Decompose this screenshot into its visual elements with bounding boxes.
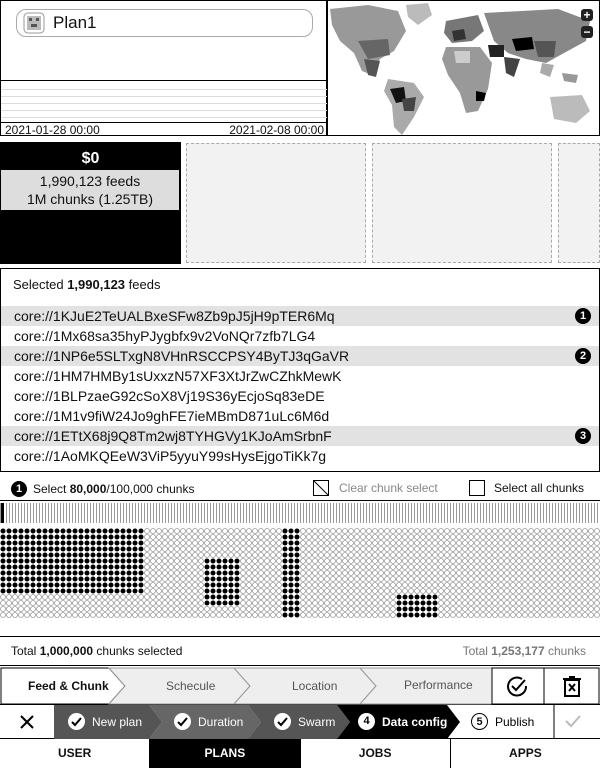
end-date: 2021-02-08 00:00 bbox=[229, 123, 324, 137]
chunk-step-badge: 1 bbox=[11, 481, 27, 497]
cost-summary bbox=[1, 170, 179, 210]
feed-row[interactable] bbox=[1, 446, 599, 466]
feed-row[interactable] bbox=[1, 406, 599, 426]
feeds-count: 1,990,123 feeds bbox=[39, 173, 141, 189]
start-date: 2021-01-28 00:00 bbox=[5, 123, 100, 137]
feed-key: core://1NP6e5SLTxgN8VHnRSCCPSY4ByTJ3qGaVR bbox=[14, 348, 350, 364]
chunk-totals bbox=[0, 636, 600, 666]
clear-select-icon bbox=[313, 480, 329, 496]
validate-icon[interactable] bbox=[506, 675, 528, 697]
feed-row[interactable] bbox=[1, 326, 599, 346]
cost-amount: $0 bbox=[81, 150, 100, 167]
plan-panel bbox=[0, 0, 327, 136]
selected-feeds-summary: Selected 1,990,123 feeds bbox=[13, 277, 161, 292]
cost-card bbox=[0, 142, 181, 264]
feed-row[interactable] bbox=[1, 346, 599, 366]
wizard-step-label: Publish bbox=[495, 714, 535, 729]
tab-schedule[interactable]: Schecule bbox=[166, 679, 216, 693]
wizard-step-label: Data config bbox=[382, 714, 448, 729]
wizard-step-data-config[interactable] bbox=[358, 713, 447, 730]
wizard-step-label: Duration bbox=[198, 714, 244, 729]
feed-row[interactable] bbox=[1, 366, 599, 386]
bottom-nav bbox=[0, 739, 600, 768]
wizard-step-label: Swarm bbox=[298, 714, 336, 729]
plan-avatar-icon bbox=[23, 12, 45, 34]
feed-key: core://1KJuE2TeUALBxeSFw8Zb9pJ5jH9pTER6Mq bbox=[14, 308, 335, 324]
chunk-grid-graphic bbox=[0, 501, 600, 637]
chunk-grid[interactable] bbox=[0, 500, 600, 636]
feed-row[interactable] bbox=[1, 386, 599, 406]
trash-icon[interactable] bbox=[562, 675, 582, 697]
feed-list bbox=[0, 268, 600, 472]
zoom-in-button[interactable]: + bbox=[581, 9, 593, 21]
feed-key: core://1BLPzaeG92cSoX8Vj19S36yEcjoSq83eDE bbox=[14, 388, 325, 404]
feed-key: core://1M1v9fiW24Jo9ghFE7ieMBmD871uLc6M6d bbox=[14, 408, 330, 424]
tab-feed-chunk[interactable]: Feed & Chunk bbox=[28, 679, 109, 693]
feed-badge: 1 bbox=[575, 308, 591, 324]
feed-key: core://1HM7HMBy1sUxxzN57XF3XtJrZwCZhkMewK bbox=[14, 368, 342, 384]
chunks-size: 1M chunks (1.25TB) bbox=[26, 191, 154, 207]
feed-badge: 2 bbox=[575, 348, 591, 364]
wizard-step-swarm[interactable] bbox=[274, 713, 335, 730]
nav-plans[interactable]: PLANS bbox=[150, 739, 300, 768]
feed-key: core://1Mx68sa35hyPJygbfx9v2VoNQr7zfb7LG4 bbox=[14, 328, 316, 344]
total-selected-chunks: Total 1,000,000 chunks selected bbox=[11, 644, 183, 658]
wizard-step-duration[interactable] bbox=[174, 713, 243, 730]
wizard-step-new-plan[interactable] bbox=[68, 713, 142, 730]
feed-row[interactable] bbox=[1, 306, 599, 326]
confirm-check-icon[interactable] bbox=[565, 714, 581, 728]
zoom-out-button[interactable]: − bbox=[581, 26, 593, 38]
nav-jobs[interactable]: JOBS bbox=[301, 739, 451, 768]
feed-key: core://1AoMKQEeW3ViP5yyuY99sHysEjgoTiKk7g bbox=[14, 448, 327, 464]
select-all-chunks[interactable]: Select all chunks bbox=[469, 480, 584, 496]
tab-performance[interactable]: Performance bbox=[404, 678, 473, 692]
empty-card-slot[interactable] bbox=[186, 143, 366, 263]
nav-apps[interactable]: APPS bbox=[509, 746, 542, 760]
step-number: 5 bbox=[471, 713, 488, 730]
empty-card-slot[interactable] bbox=[558, 143, 600, 263]
plan-wizard bbox=[0, 705, 600, 739]
select-all-checkbox[interactable] bbox=[469, 480, 485, 496]
selected-feeds-count: 1,990,123 bbox=[67, 277, 126, 292]
chunk-select-bar bbox=[0, 476, 600, 500]
grand-total-chunks: Total 1,253,177 chunks bbox=[462, 644, 586, 658]
feed-row[interactable] bbox=[1, 426, 599, 446]
step-number: 4 bbox=[358, 713, 375, 730]
step-done-icon bbox=[174, 713, 191, 730]
step-done-icon bbox=[68, 713, 85, 730]
tab-location[interactable]: Location bbox=[292, 679, 338, 693]
close-icon[interactable] bbox=[19, 714, 35, 730]
step-done-icon bbox=[274, 713, 291, 730]
plan-name: Plan1 bbox=[53, 13, 97, 32]
chunk-select-summary: Select 80,000/100,000 chunks bbox=[33, 482, 195, 496]
world-map-graphic bbox=[328, 1, 600, 136]
wizard-step-label: New plan bbox=[92, 714, 143, 729]
empty-card-slot[interactable] bbox=[372, 143, 552, 263]
clear-chunk-select[interactable]: Clear chunk select bbox=[313, 480, 438, 496]
plan-name-field[interactable] bbox=[16, 9, 313, 37]
feed-badge: 3 bbox=[575, 428, 591, 444]
wizard-step-publish[interactable] bbox=[471, 713, 534, 730]
world-map[interactable] bbox=[327, 0, 600, 136]
feed-key: core://1ETtX68j9Q8Tm2wj8TYHGVy1KJoAmSrbnF bbox=[14, 428, 332, 444]
nav-user[interactable]: USER bbox=[0, 739, 150, 768]
date-range bbox=[1, 122, 328, 137]
config-tabs bbox=[0, 667, 600, 705]
